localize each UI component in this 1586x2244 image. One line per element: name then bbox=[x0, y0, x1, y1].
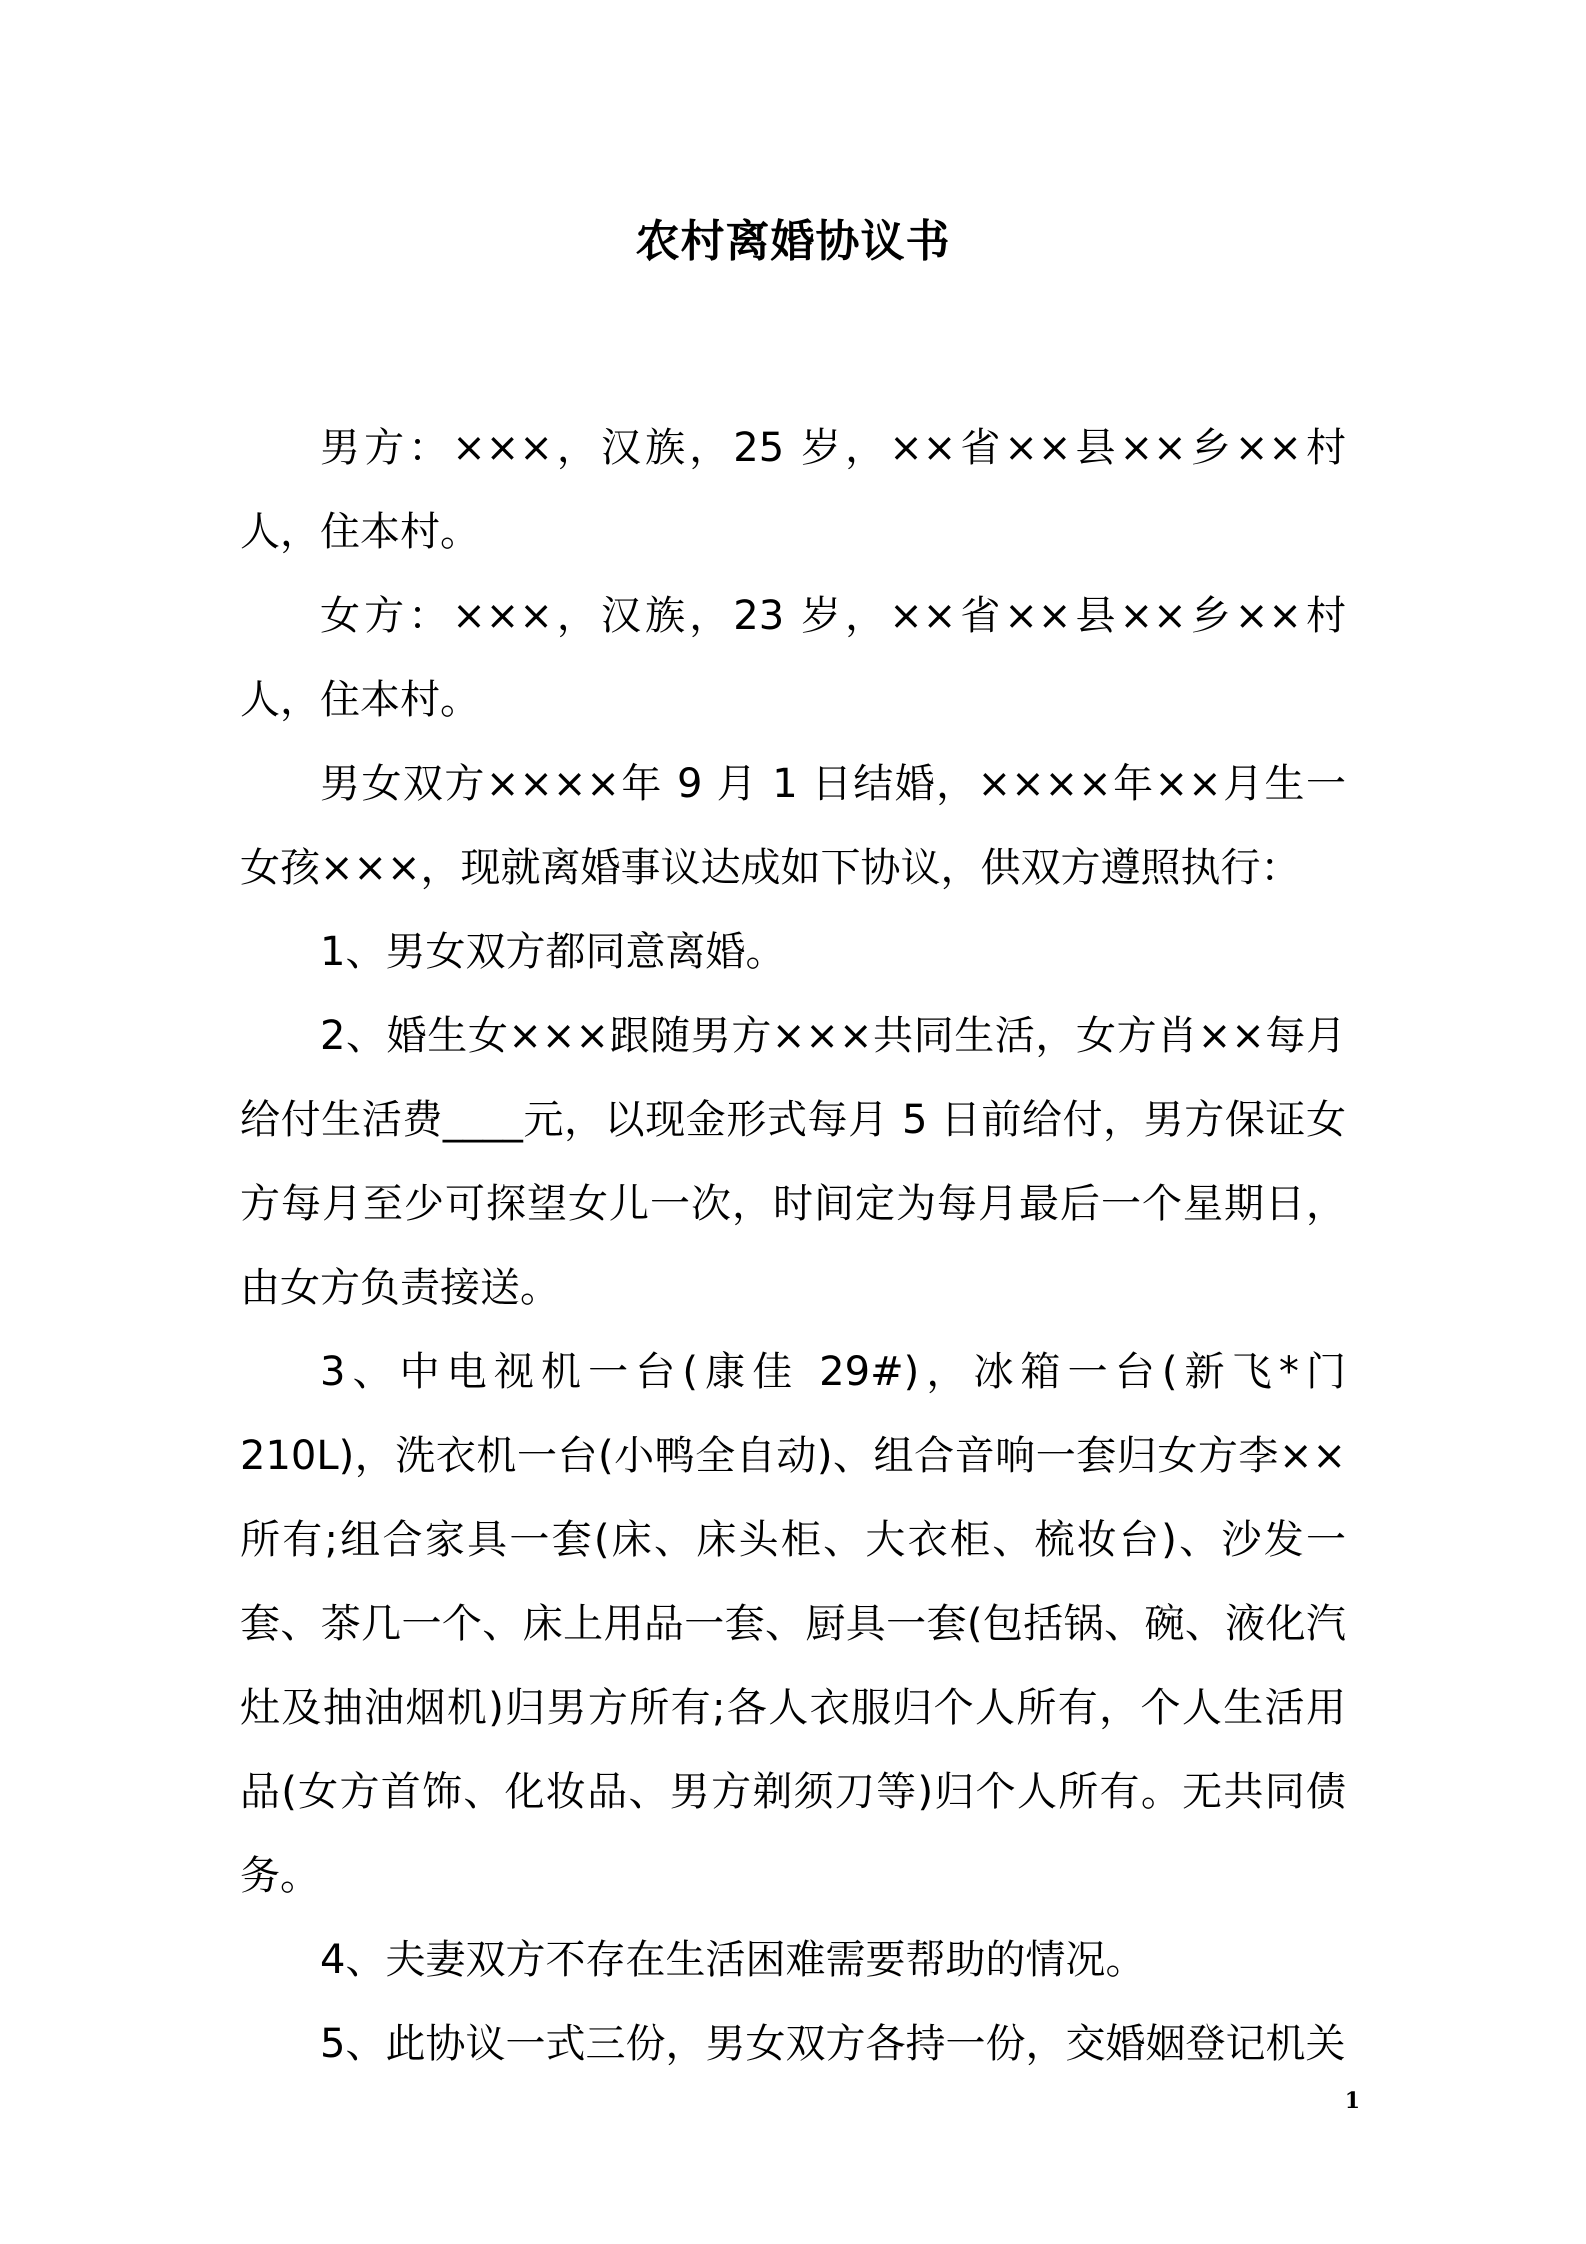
clause-1-paragraph: 1、男女双方都同意离婚。 bbox=[320, 929, 786, 975]
clause-5-paragraph: 5、此协议一式三份，男女双方各持一份，交婚姻登记机关 bbox=[320, 2021, 1346, 2067]
clause-2-paragraph: 2、婚生女×××跟随男方×××共同生活，女方肖××每月给付生活费____元，以现金形式每月 5 日前给付，男方保证女方每月至少可探望女儿一次，时间定为每月最后一个星期日，由女方负责接送。 bbox=[240, 1013, 1346, 1311]
document-title: 农村离婚协议书 bbox=[635, 216, 951, 267]
marriage-background-paragraph: 男女双方××××年 9 月 1 日结婚，××××年××月生一女孩×××，现就离婚事议达成如下协议，供双方遵照执行： bbox=[240, 761, 1346, 891]
document-body bbox=[240, 406, 1346, 2086]
party-female-paragraph: 女方：×××，汉族，23 岁，××省××县××乡××村人，住本村。 bbox=[240, 593, 1346, 723]
page-number: 1 bbox=[1344, 2088, 1360, 2114]
clause-4-paragraph: 4、夫妻双方不存在生活困难需要帮助的情况。 bbox=[320, 1937, 1146, 1983]
clause-3-paragraph: 3、中电视机一台(康佳 29#)，冰箱一台(新飞*门 210L)，洗衣机一台(小鸭全自动)、组合音响一套归女方李××所有;组合家具一套(床、床头柜、大衣柜、梳妆台)、沙发一套、茶几一个、床上用品一套、厨具一套(包括锅、碗、液化汽灶及抽油烟机)归男方所有;各人衣服归个人所有，个人生活用品(女方首饰、化妆品、男方剃须刀等)归个人所有。无共同债务。 bbox=[240, 1349, 1346, 1899]
party-male-paragraph: 男方：×××，汉族，25 岁，××省××县××乡××村人，住本村。 bbox=[240, 425, 1346, 555]
